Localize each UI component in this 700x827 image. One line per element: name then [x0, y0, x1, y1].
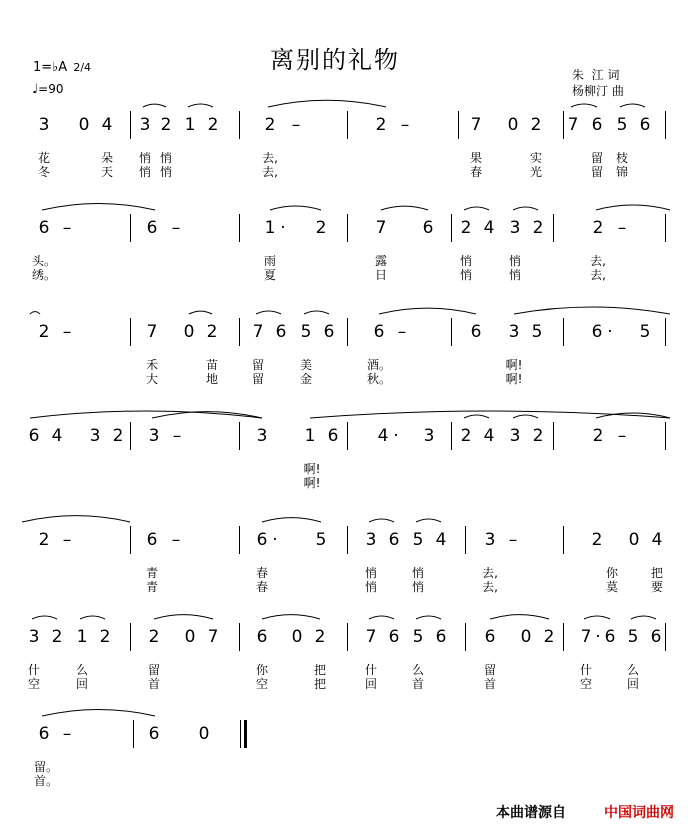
lyric-verse-2: 空 — [579, 677, 592, 691]
note: – — [171, 218, 181, 238]
note: – — [617, 218, 627, 238]
slur — [416, 519, 441, 522]
slur — [369, 519, 394, 522]
note: 6 — [327, 426, 339, 446]
note: 7 — [375, 218, 387, 238]
note: 1 — [76, 627, 88, 647]
note: 6 — [639, 115, 651, 135]
lyric-verse-1: 头。 — [31, 254, 56, 268]
note: 2 — [160, 115, 172, 135]
note: 3 — [28, 627, 40, 647]
note: · — [272, 530, 278, 550]
note: · — [607, 322, 613, 342]
note: 5 — [639, 322, 651, 342]
note: 2 — [532, 218, 544, 238]
slur — [513, 415, 538, 418]
note: 6 — [650, 627, 662, 647]
key-label: 1=♭A — [33, 60, 68, 75]
note: 4 — [377, 426, 389, 446]
slur — [256, 311, 281, 314]
note: 6 — [604, 627, 616, 647]
footer-source-label: 本曲谱源自 — [496, 805, 566, 821]
lyric-verse-1: 花 — [37, 151, 50, 165]
lyric-verse-1: 么 — [411, 663, 424, 677]
slur — [188, 104, 213, 107]
lyric-verse-2: 悄 — [411, 580, 424, 594]
lyric-verse-2: 悄 — [364, 580, 377, 594]
note: 0 — [628, 530, 640, 550]
note: 2 — [543, 627, 555, 647]
note: 3 — [508, 322, 520, 342]
lyric-verse-1: 酒。 — [366, 358, 391, 372]
note: 4 — [483, 426, 495, 446]
note: 3 — [509, 426, 521, 446]
note: 4 — [651, 530, 663, 550]
lyric-verse-1: 春 — [255, 566, 268, 580]
note: 3 — [509, 218, 521, 238]
footer-site-name: 中国词曲网 — [604, 805, 674, 821]
note: 6 — [323, 322, 335, 342]
slur — [262, 615, 320, 619]
slur — [154, 615, 213, 619]
slur — [268, 100, 386, 107]
note: 3 — [89, 426, 101, 446]
note: 3 — [423, 426, 435, 446]
lyric-verse-2: 首 — [483, 677, 496, 691]
note: 3 — [365, 530, 377, 550]
slur — [270, 206, 321, 210]
lyric-verse-1: 青 — [145, 566, 158, 580]
note: – — [62, 218, 72, 238]
note: 2 — [591, 530, 603, 550]
note: 0 — [291, 627, 303, 647]
lyric-verse-1: 啊! — [505, 358, 523, 372]
note: 2 — [532, 426, 544, 446]
lyric-verse-1: 留 — [251, 358, 264, 372]
lyric-verse-1: 悄 — [138, 151, 151, 165]
lyric-verse-1: 去, — [590, 254, 606, 268]
note: – — [397, 322, 407, 342]
slur — [584, 616, 610, 619]
note: – — [508, 530, 518, 550]
note: 2 — [51, 627, 63, 647]
lyric-verse-2: 回 — [626, 677, 639, 691]
slur — [631, 616, 656, 619]
lyric-verse-2: 首 — [411, 677, 424, 691]
lyric-verse-2: 首。 — [33, 774, 58, 788]
lyric-verse-1: 朵 — [100, 151, 113, 165]
lyric-verse-2: 春 — [255, 580, 268, 594]
lyric-verse-2: 天 — [100, 165, 113, 179]
lyric-verse-2: 光 — [529, 165, 542, 179]
note: 7 — [365, 627, 377, 647]
lyric-verse-2: 锦 — [615, 165, 628, 179]
note: 6 — [146, 218, 158, 238]
note: 2 — [148, 627, 160, 647]
note: – — [400, 115, 410, 135]
lyric-verse-1: 什 — [364, 663, 377, 677]
slur — [42, 709, 155, 716]
note: 1 — [184, 115, 196, 135]
lyric-verse-2: 日 — [374, 268, 387, 282]
lyric-verse-2: 秋。 — [366, 372, 391, 386]
note: 2 — [99, 627, 111, 647]
lyric-verse-2: 地 — [205, 372, 218, 386]
lyric-verse-1: 雨 — [263, 254, 276, 268]
note: 1 — [304, 426, 316, 446]
lyric-verse-2: 冬 — [37, 165, 50, 179]
note: · — [393, 426, 399, 446]
slur — [32, 616, 57, 619]
lyric-verse-1: 去, — [262, 151, 278, 165]
note: 2 — [460, 218, 472, 238]
slur — [464, 415, 489, 418]
note: 4 — [51, 426, 63, 446]
lyric-verse-2: 去, — [262, 165, 278, 179]
note: – — [62, 322, 72, 342]
note: · — [280, 218, 286, 238]
slur — [514, 307, 670, 314]
lyric-verse-2: 空 — [255, 677, 268, 691]
note: 0 — [520, 627, 532, 647]
slur — [369, 616, 394, 619]
note: 2 — [206, 322, 218, 342]
note: 7 — [252, 322, 264, 342]
note: 6 — [38, 724, 50, 744]
note: 6 — [148, 724, 160, 744]
note: 0 — [507, 115, 519, 135]
lyric-verse-2: 悄 — [508, 268, 521, 282]
lyric-verse-1: 把 — [650, 566, 663, 580]
note: 5 — [412, 530, 424, 550]
note: 6 — [256, 530, 268, 550]
slur — [381, 206, 428, 210]
lyric-verse-2: 空 — [27, 677, 40, 691]
note: 5 — [315, 530, 327, 550]
lyric-verse-1: 悄 — [411, 566, 424, 580]
lyric-verse-2: 啊! — [505, 372, 523, 386]
note: · — [595, 627, 601, 647]
lyric-verse-2: 青 — [145, 580, 158, 594]
lyric-verse-1: 什 — [27, 663, 40, 677]
lyric-verse-1: 美 — [299, 358, 312, 372]
note: 2 — [264, 115, 276, 135]
note: 2 — [315, 218, 327, 238]
note: 0 — [198, 724, 210, 744]
note: 7 — [470, 115, 482, 135]
note: 6 — [470, 322, 482, 342]
composer-credit: 杨柳汀 曲 — [572, 84, 624, 98]
note: 3 — [484, 530, 496, 550]
note: 7 — [580, 627, 592, 647]
slur — [42, 203, 155, 210]
slur — [143, 104, 166, 107]
note: 4 — [483, 218, 495, 238]
note: 5 — [412, 627, 424, 647]
slur — [379, 308, 476, 314]
note: 6 — [591, 115, 603, 135]
lyric-verse-1: 留 — [147, 663, 160, 677]
lyric-verse-2: 去, — [482, 580, 498, 594]
lyric-verse-1: 悄 — [459, 254, 472, 268]
note: 1 — [264, 218, 276, 238]
lyric-verse-1: 留 — [483, 663, 496, 677]
song-title: 离别的礼物 — [270, 46, 400, 74]
lyric-verse-1: 留 — [590, 151, 603, 165]
note: 4 — [101, 115, 113, 135]
note: – — [291, 115, 301, 135]
lyric-verse-1: 禾 — [145, 358, 158, 372]
slur — [464, 207, 489, 210]
note: 0 — [78, 115, 90, 135]
note: 2 — [592, 426, 604, 446]
note: 2 — [530, 115, 542, 135]
note: 7 — [146, 322, 158, 342]
slur — [262, 518, 321, 522]
note: 6 — [484, 627, 496, 647]
lyric-verse-2: 留 — [590, 165, 603, 179]
lyric-verse-1: 什 — [579, 663, 592, 677]
lyric-verse-1: 么 — [75, 663, 88, 677]
note: 2 — [460, 426, 472, 446]
note: 6 — [28, 426, 40, 446]
slur — [596, 205, 670, 210]
note: 2 — [38, 530, 50, 550]
note: 7 — [207, 627, 219, 647]
note: 3 — [256, 426, 268, 446]
slur — [304, 311, 329, 314]
tempo-value: =90 — [38, 82, 64, 96]
note: 5 — [627, 627, 639, 647]
lyric-verse-1: 悄 — [364, 566, 377, 580]
lyric-verse-1: 你 — [255, 663, 268, 677]
note: 6 — [275, 322, 287, 342]
lyric-verse-1: 去, — [482, 566, 498, 580]
note: 6 — [38, 218, 50, 238]
lyric-verse-2: 莫 — [605, 580, 618, 594]
note: 6 — [388, 530, 400, 550]
note: – — [62, 530, 72, 550]
lyric-verse-2: 悄 — [159, 165, 172, 179]
note: 6 — [146, 530, 158, 550]
slur — [620, 104, 645, 107]
lyric-verse-2: 啊! — [303, 476, 321, 490]
slur — [571, 104, 597, 107]
note: – — [172, 426, 182, 446]
time-signature: 2/4 — [73, 61, 92, 74]
note: 5 — [531, 322, 543, 342]
lyric-verse-2: 春 — [469, 165, 482, 179]
lyric-verse-1: 实 — [529, 151, 542, 165]
note: 4 — [435, 530, 447, 550]
slur — [80, 616, 105, 619]
lyric-verse-1: 你 — [605, 566, 618, 580]
lyric-verse-1: 把 — [313, 663, 326, 677]
lyric-verse-1: 枝 — [615, 151, 628, 165]
lyric-verse-2: 回 — [364, 677, 377, 691]
slur — [513, 207, 538, 210]
note: 6 — [435, 627, 447, 647]
lyric-verse-1: 留。 — [33, 760, 58, 774]
note: 6 — [256, 627, 268, 647]
lyric-verse-2: 金 — [299, 372, 312, 386]
slur — [416, 616, 441, 619]
lyric-verse-2: 悄 — [459, 268, 472, 282]
slur — [490, 615, 549, 619]
note: 3 — [38, 115, 50, 135]
note: 6 — [388, 627, 400, 647]
lyric-verse-2: 要 — [650, 580, 663, 594]
note: – — [171, 530, 181, 550]
slur — [30, 312, 40, 314]
lyric-verse-1: 悄 — [159, 151, 172, 165]
quarter-note-icon: ♩ — [32, 82, 39, 97]
note: 2 — [375, 115, 387, 135]
note: – — [62, 724, 72, 744]
note: 3 — [139, 115, 151, 135]
note: 2 — [592, 218, 604, 238]
note: 0 — [184, 627, 196, 647]
note: 5 — [616, 115, 628, 135]
lyric-verse-2: 留 — [251, 372, 264, 386]
note: 2 — [207, 115, 219, 135]
lyric-verse-1: 啊! — [303, 462, 321, 476]
lyric-verse-1: 果 — [469, 151, 482, 165]
lyric-verse-2: 夏 — [263, 268, 276, 282]
note: 7 — [567, 115, 579, 135]
note: 2 — [314, 627, 326, 647]
note: 6 — [591, 322, 603, 342]
slur — [189, 311, 212, 314]
note: 2 — [112, 426, 124, 446]
lyric-verse-2: 回 — [75, 677, 88, 691]
note: 2 — [38, 322, 50, 342]
lyric-verse-1: 悄 — [508, 254, 521, 268]
lyric-verse-2: 把 — [313, 677, 326, 691]
slur — [22, 516, 130, 522]
note: 0 — [183, 322, 195, 342]
note: 3 — [148, 426, 160, 446]
note: – — [617, 426, 627, 446]
lyric-verse-2: 绣。 — [31, 268, 56, 282]
note: 5 — [300, 322, 312, 342]
lyric-verse-1: 苗 — [205, 358, 218, 372]
note: 6 — [373, 322, 385, 342]
lyric-verse-1: 露 — [374, 254, 387, 268]
lyricist-credit: 朱 江 词 — [572, 68, 620, 82]
note: 6 — [422, 218, 434, 238]
lyric-verse-2: 悄 — [138, 165, 151, 179]
lyric-verse-2: 大 — [145, 372, 158, 386]
lyric-verse-1: 么 — [626, 663, 639, 677]
lyric-verse-2: 去, — [590, 268, 606, 282]
lyric-verse-2: 首 — [147, 677, 160, 691]
